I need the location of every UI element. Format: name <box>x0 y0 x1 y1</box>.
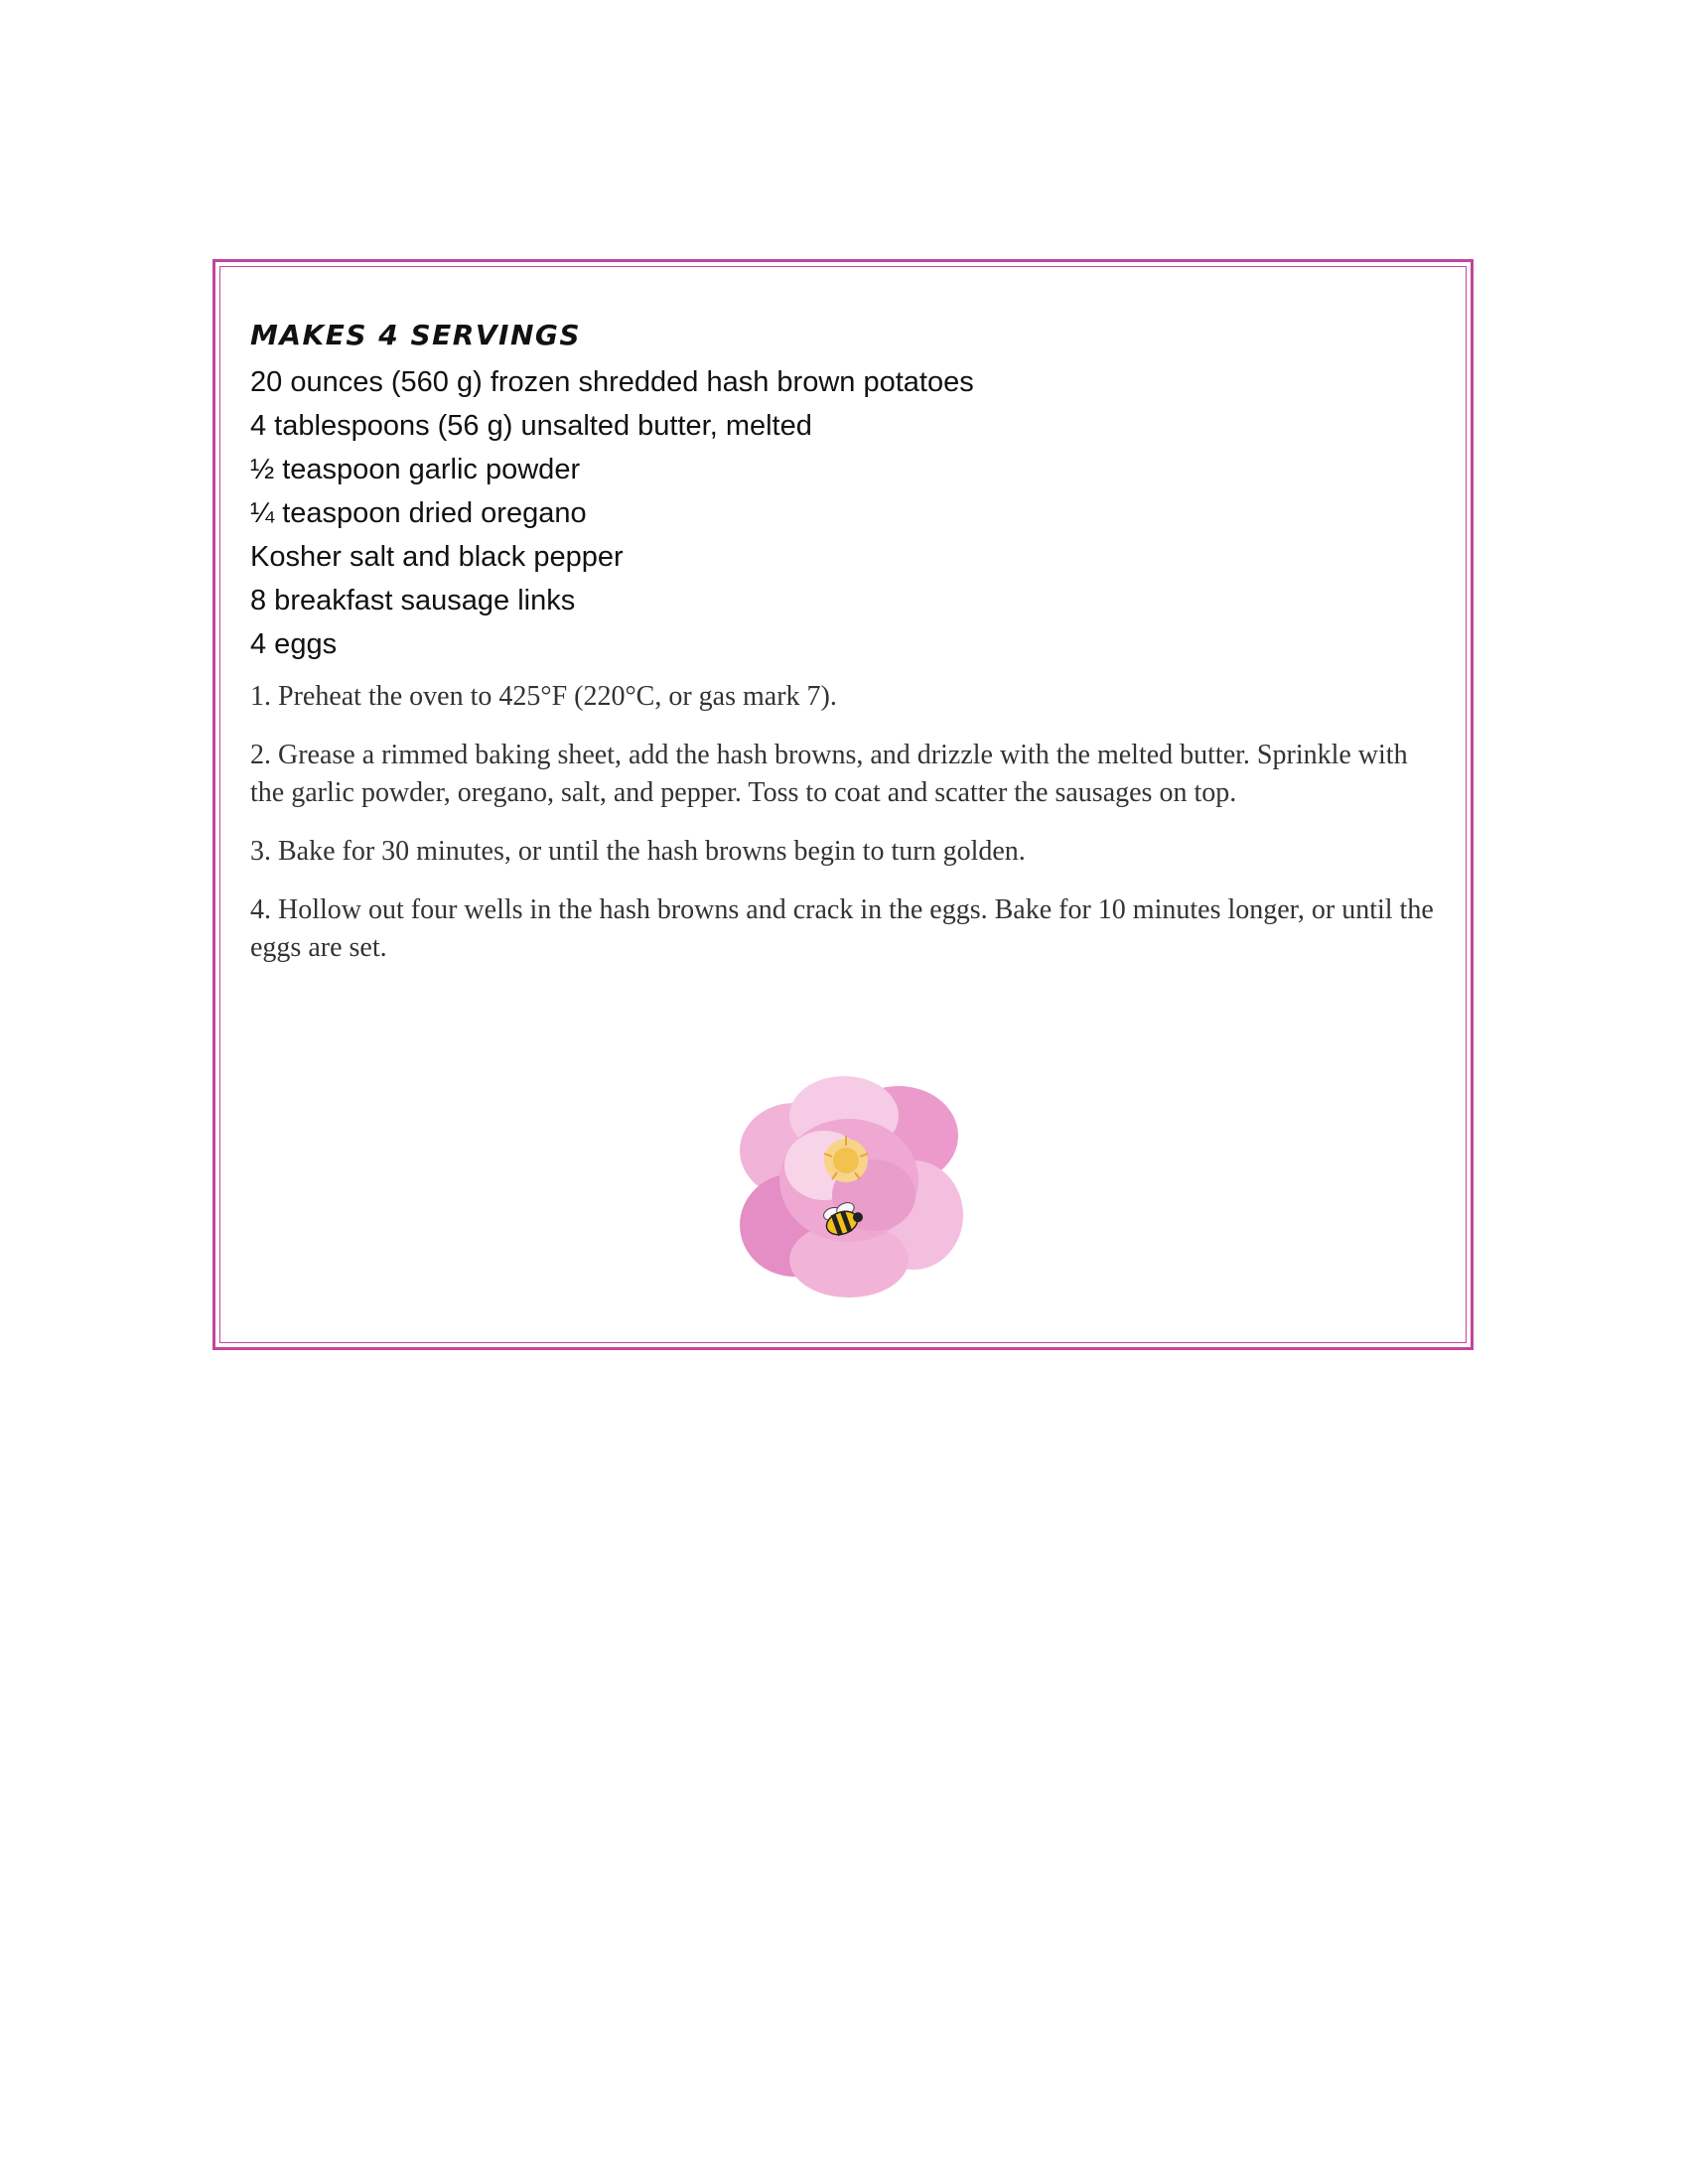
ingredient-item: 20 ounces (560 g) frozen shredded hash brown potatoes <box>250 366 974 398</box>
instruction-step: 3. Bake for 30 minutes, or until the hash browns begin to turn golden. <box>250 836 1026 867</box>
ingredient-item: ¼ teaspoon dried oregano <box>250 497 587 529</box>
ingredient-list <box>250 360 1447 666</box>
ingredient-item: Kosher salt and black pepper <box>250 541 624 573</box>
ingredient-item: ½ teaspoon garlic powder <box>250 454 581 485</box>
recipe-card <box>212 259 1474 1350</box>
instruction-step: 2. Grease a rimmed baking sheet, add the hash browns, and drizzle with the melted butter. Sprinkle with the garlic powder, oregano, salt, and pepper. Toss to coat and scatter the sausages on top. <box>250 740 1408 808</box>
servings-heading: MAKES 4 SERVINGS <box>250 319 582 351</box>
ingredient-item: 4 tablespoons (56 g) unsalted butter, melted <box>250 410 812 442</box>
recipe-content <box>250 317 1447 988</box>
flower-with-bee-icon <box>725 1056 973 1304</box>
instruction-step: 1. Preheat the oven to 425°F (220°C, or gas mark 7). <box>250 681 837 712</box>
instruction-steps <box>250 678 1447 967</box>
ingredient-item: 8 breakfast sausage links <box>250 585 576 616</box>
ingredient-item: 4 eggs <box>250 628 338 660</box>
instruction-step: 4. Hollow out four wells in the hash browns and crack in the eggs. Bake for 10 minutes longer, or until the eggs are set. <box>250 894 1434 963</box>
